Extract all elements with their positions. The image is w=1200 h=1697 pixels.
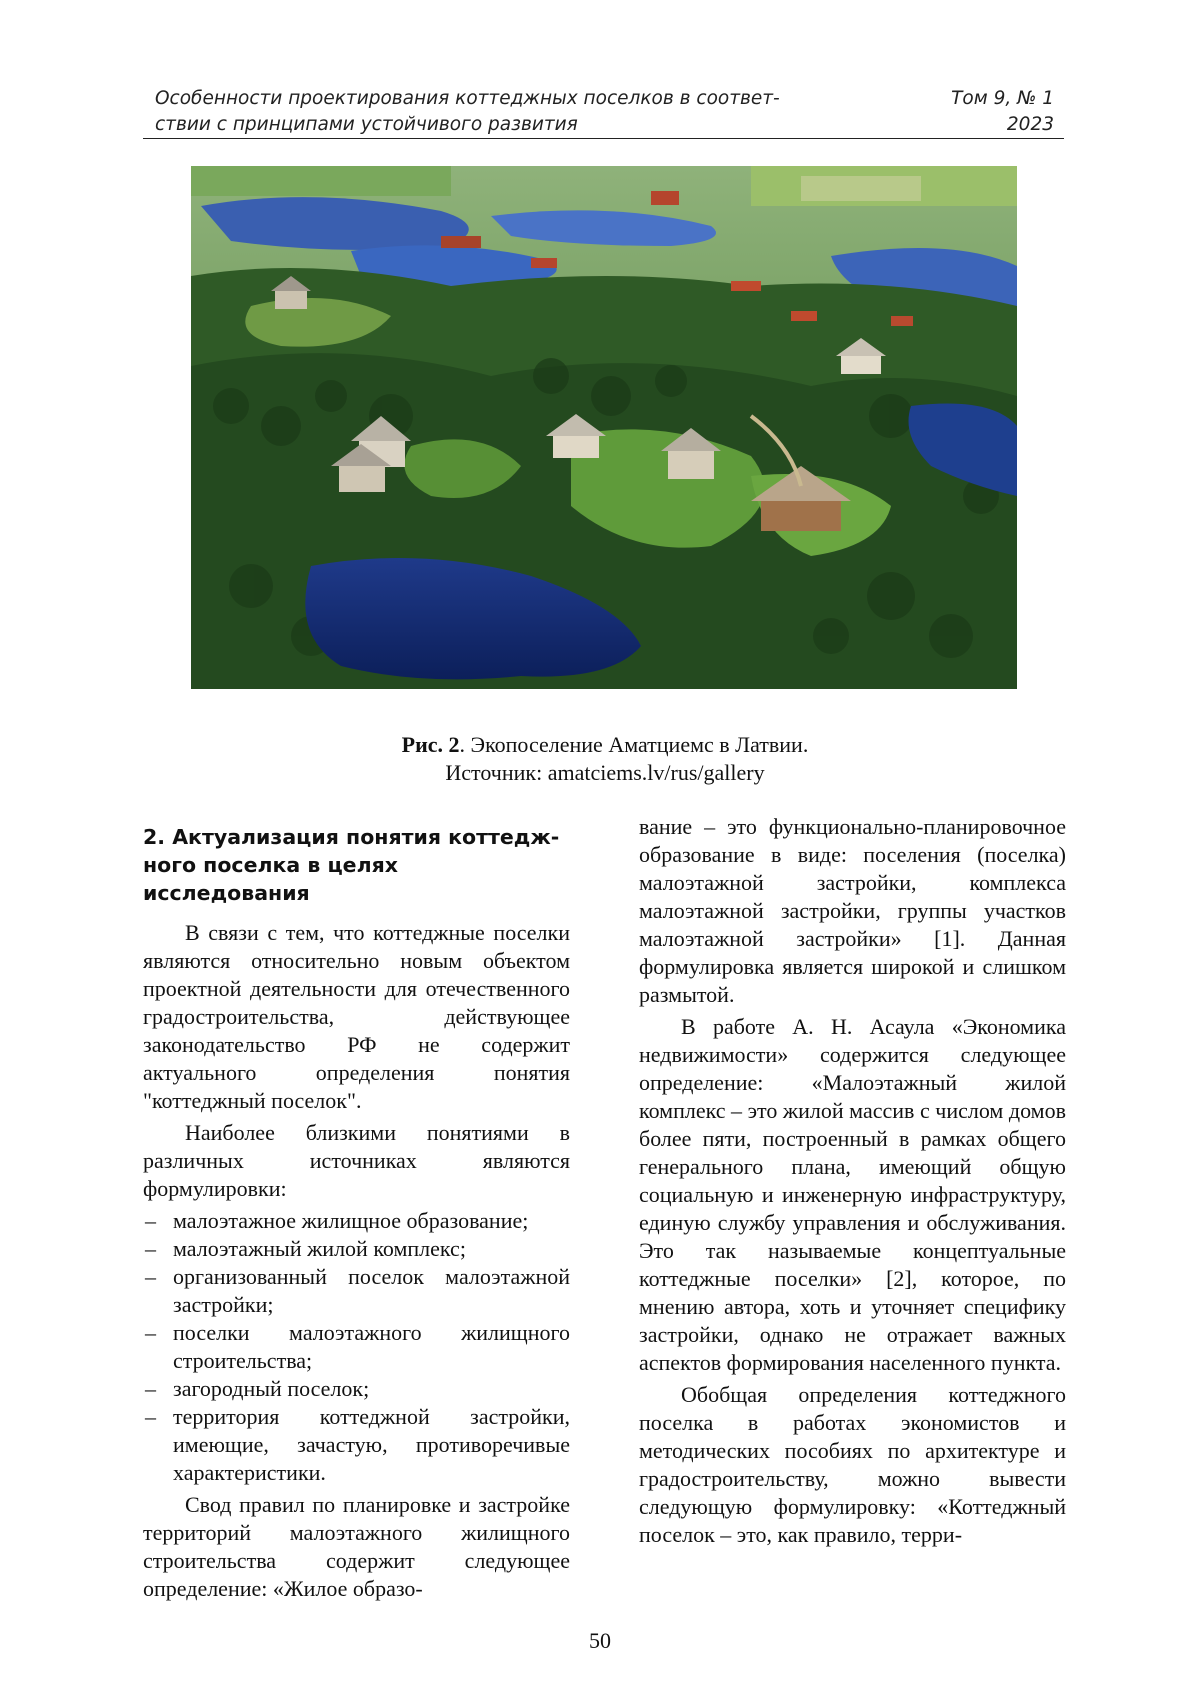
figure-caption xyxy=(190,731,1020,787)
paragraph: В связи с тем, что коттеджные поселки являются относительно новым объектом проектной деятельности для отечественного градостроительства, действующее законодательство РФ не содержит актуального определения понятия "коттеджный поселок". xyxy=(143,919,570,1115)
caption-text: . Экопоселение Аматциемс в Латвии. xyxy=(460,732,809,757)
paragraph: Обобщая определения коттеджного поселка в работах экономистов и методических пособиях по архитектуре и градостроительству, можно вывести следующую формулировку: «Коттеджный поселок – это, как правило, терри- xyxy=(639,1381,1066,1549)
list-item: – малоэтажное жилищное образование; xyxy=(143,1207,570,1235)
right-column xyxy=(639,813,1066,1553)
header-title-line1: Особенности проектирования коттеджных поселков в соответ- xyxy=(155,86,795,112)
running-header xyxy=(143,86,1064,139)
definition-list xyxy=(143,1207,570,1487)
figure-image xyxy=(191,166,1017,689)
header-title xyxy=(155,86,795,138)
list-item: – поселки малоэтажного жилищного строительства; xyxy=(143,1319,570,1375)
header-title-line2: ствии с принципами устойчивого развития xyxy=(155,112,795,138)
header-volume: Том 9, № 1 xyxy=(894,86,1054,112)
page-number: 50 xyxy=(0,1628,1200,1654)
left-column xyxy=(143,817,570,1607)
paragraph: Наиболее близкими понятиями в различных источниках являются формулировки: xyxy=(143,1119,570,1203)
list-item: – территория коттеджной застройки, имеющие, зачастую, противоречивые характеристики. xyxy=(143,1403,570,1487)
paragraph: В работе А. Н. Асаула «Экономика недвижимости» содержится следующее определение: «Малоэтажный жилой комплекс – это жилой массив с числом домов более пяти, построенный в рамках общего генерального плана, имеющий общую социальную и инженерную инфраструктуру, единую службу управления и обслуживания. Это так называемые концептуальные коттеджные поселки» [2], которое, по мнению автора, хоть и уточняет специфику застройки, однако не отражает важных аспектов формирования населенного пункта. xyxy=(639,1013,1066,1377)
list-item: – загородный поселок; xyxy=(143,1375,570,1403)
section-title: 2. Актуализация понятия коттедж-ного поселка в целях исследования xyxy=(143,823,570,907)
header-issue xyxy=(894,86,1054,138)
caption-label: Рис. 2 xyxy=(402,732,460,757)
paragraph: вание – это функционально-планировочное образование в виде: поселения (поселка) малоэтажной застройки, комплекса малоэтажной застройки, группы участков малоэтажной застройки» [1]. Данная формулировка является широкой и слишком размытой. xyxy=(639,813,1066,1009)
list-item: – малоэтажный жилой комплекс; xyxy=(143,1235,570,1263)
header-year: 2023 xyxy=(894,112,1054,138)
caption-source: Источник: amatciems.lv/rus/gallery xyxy=(190,759,1020,787)
aerial-photo-village xyxy=(191,166,1017,689)
caption-line xyxy=(190,731,1020,759)
list-item: – организованный поселок малоэтажной застройки; xyxy=(143,1263,570,1319)
paragraph: Свод правил по планировке и застройке территорий малоэтажного жилищного строительства содержит следующее определение: «Жилое образо- xyxy=(143,1491,570,1603)
